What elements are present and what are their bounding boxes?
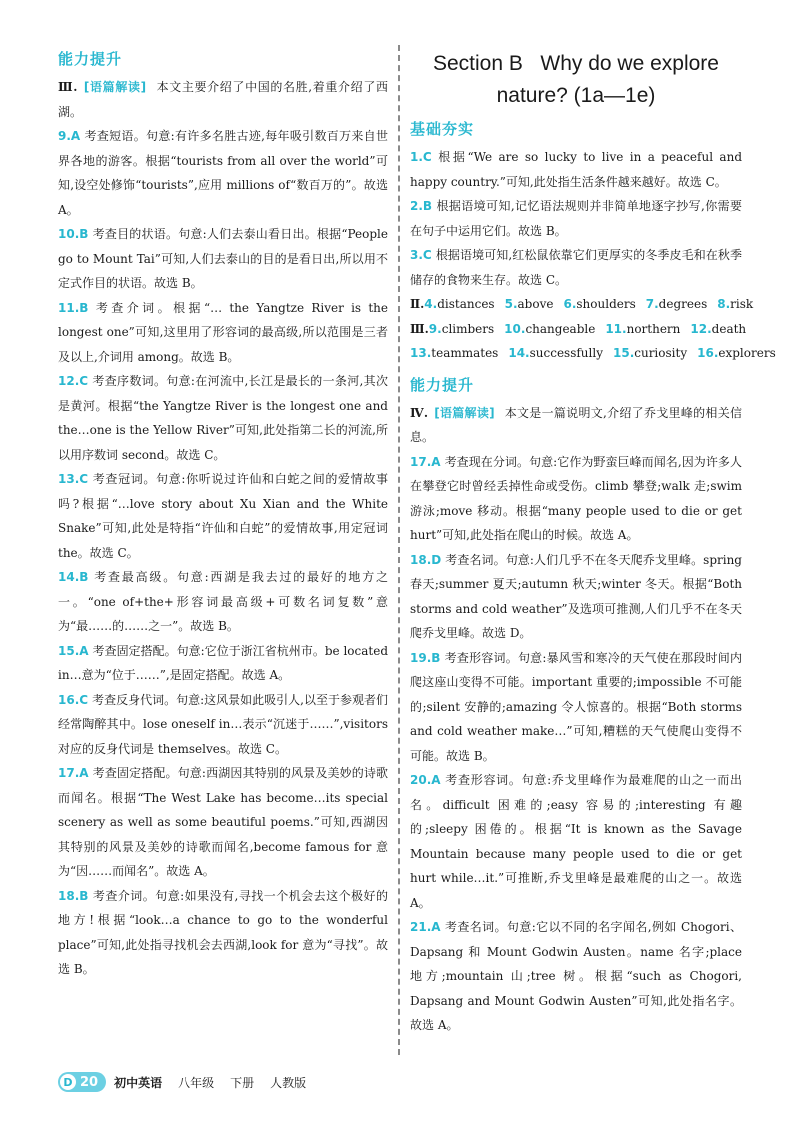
answer-explanation: 考查名词。句意:人们几乎不在冬天爬乔戈里峰。spring 春天;summer 夏天;autumn 秋天;winter 冬天。根据“Both storms and cold weather”及选项可推测,人们几乎不在冬天爬乔戈里峰。故选 D。 (410, 552, 742, 640)
answer-item (58, 222, 388, 296)
answer-explanation: 考查最高级。句意:西湖是我去过的最好的地方之一。“one of+the+形容词最高级+可数名词复数”意为“最……的……之一”。故选 B。 (58, 570, 388, 633)
answer-number: 14 (508, 346, 526, 360)
answer-word: death (711, 321, 747, 336)
answer-number: 11 (605, 321, 623, 336)
answer-number: 21.A (410, 920, 441, 934)
title-line-1: Section B Why do we explore (433, 52, 719, 75)
roman-numeral: Ⅲ. (410, 321, 429, 336)
passage-intro (58, 75, 388, 124)
answer-row-part3a: Ⅲ.9.climbers 10.changeable 11.northern 12.death (410, 321, 747, 336)
answer-item (58, 467, 388, 565)
answer-number: 12.C (58, 374, 89, 388)
answer-number: 13 (410, 346, 427, 360)
answer-explanation: 考查形容词。句意:乔戈里峰作为最难爬的山之一而出名。difficult 困难的;easy 容易的;interesting 有趣的;sleepy 困倦的。根据“It is known as the Savage Mountain because many people used to die or get hurt while…it.”可推断,乔戈里峰是最难爬的山之一。故选 A。 (410, 773, 742, 910)
answer-word: degrees (658, 297, 708, 311)
book-title: 初中英语 (114, 1075, 163, 1090)
right-column (410, 48, 776, 1038)
answer-explanation: 根据语境可知,记忆语法规则并非简单地逐字抄写,你需要在句子中运用它们。故选 B。 (410, 199, 742, 238)
answer-number: 15.A (58, 643, 89, 658)
passage-intro-right (410, 401, 742, 450)
answer-word: changeable (525, 321, 596, 336)
intro-text: 本文主要介绍了中国的名胜,着重介绍了西湖。 (58, 80, 388, 119)
answer-number: 10.B (58, 227, 89, 241)
answer-word: successfully (529, 346, 603, 360)
answer-row-part2: Ⅱ.4.distances 5.above 6.shoulders 7.degrees 8.risk (410, 297, 754, 311)
answer-item (410, 243, 742, 292)
answer-number: 14.B (58, 570, 89, 584)
answer-item (410, 145, 742, 194)
answer-word: northern (626, 321, 681, 336)
column-divider (398, 45, 400, 1055)
answer-number: 16.C (58, 692, 89, 707)
answer-item (410, 194, 742, 243)
answer-item (58, 688, 388, 762)
answer-explanation: 考查形容词。句意:暴风雪和寒冷的天气使在那段时间内爬这座山变得不可能。important 重要的;impossible 不可能的;silent 安静的;amazing 令人惊喜的。根据“Both storms and cold weather make…”可知,糟糕的天气使爬山变得不可能。故选 B。 (410, 650, 742, 763)
answer-item (410, 548, 742, 646)
answer-number: 9.A (58, 129, 81, 143)
answer-number: 2.B (410, 199, 433, 213)
answer-number: 6 (563, 297, 572, 311)
answer-number: 3.C (410, 248, 432, 262)
answer-explanation: 考查介词。句意:如果没有,寻找一个机会去这个极好的地方!根据“look…a chance to go to the wonderful place”可知,此处指寻找机会去西湖,look for 意为“寻找”。故选 B。 (58, 888, 388, 976)
volume-label: 下册 (230, 1075, 255, 1090)
answer-number: 11.B (58, 300, 89, 315)
roman-numeral: Ⅳ. (410, 405, 429, 420)
grade-label: 八年级 (178, 1075, 215, 1090)
badge-letter: D (60, 1074, 76, 1090)
roman-numeral: Ⅱ. (410, 297, 425, 311)
answer-number: 7 (645, 297, 655, 311)
answer-item (410, 768, 742, 915)
left-column (58, 48, 388, 982)
answer-item (58, 296, 388, 370)
answer-word: risk (730, 297, 754, 311)
answer-word: explorers (718, 346, 776, 360)
answer-item (58, 369, 388, 467)
answer-word: distances (437, 297, 495, 311)
answer-number: 12 (690, 321, 708, 336)
roman-numeral: Ⅲ. (58, 80, 78, 94)
page-badge (58, 1072, 106, 1092)
answer-item (58, 124, 388, 222)
answer-number: 17.A (58, 766, 89, 780)
answer-explanation: 根据语境可知,红松鼠依靠它们更厚实的冬季皮毛和在秋季储存的食物来生存。故选 C。 (410, 248, 742, 287)
answer-number: 18.D (410, 552, 442, 567)
answer-explanation: 考查介词。根据“… the Yangtze River is the longest one”可知,这里用了形容词的最高级,所以范围是三者及以上,介词用 among。故选 B。 (58, 300, 388, 364)
answer-number: 15 (612, 346, 630, 360)
answer-explanation: 考查冠词。句意:你听说过许仙和白蛇之间的爱情故事吗?根据“…love story about Xu Xian and the White Snake”可知,此处是特指“许仙和白蛇”的爱情故事,用定冠词 the。故选 C。 (58, 472, 388, 560)
answer-item (58, 639, 388, 688)
answer-number: 1.C (410, 150, 432, 164)
answer-explanation: 考查现在分词。句意:它作为野蛮巨峰而闻名,因为许多人在攀登它时曾经丢掉性命或受伤。climb 攀登;walk 走;swim 游泳;move 移动。根据“many people used to die or get hurt”可知,此处指在爬山的时候。故选 A。 (410, 454, 742, 542)
answer-word: teammates (431, 346, 499, 360)
answer-number: 8 (717, 297, 726, 311)
section-heading-basic: 基础夯实 (410, 120, 475, 138)
passage-tag: [语篇解读] (434, 405, 495, 420)
answer-number: 19.B (410, 650, 441, 665)
answer-row-part3b: 13.teammates 14.successfully 15.curiosity 16.explorers (410, 346, 776, 360)
answer-number: 5 (504, 297, 513, 311)
answer-item (58, 761, 388, 884)
answer-explanation: 考查目的状语。句意:人们去泰山看日出。根据“People go to Mount Tai”可知,人们去泰山的目的是看日出,所以用不定式作目的状语。故选 B。 (58, 227, 388, 290)
page-number: 20 (80, 1074, 99, 1090)
answer-word: curiosity (634, 346, 688, 360)
answer-number: 10 (504, 321, 521, 336)
answer-explanation: 考查固定搭配。句意:它位于浙江省杭州市。be located in…意为“位于……”,是固定搭配。故选 A。 (58, 643, 388, 682)
answer-item (410, 450, 742, 548)
answer-number: 20.A (410, 773, 441, 787)
page-footer (58, 1070, 322, 1094)
section-heading-advanced: 能力提升 (410, 375, 475, 394)
answer-explanation: 考查反身代词。句意:这风景如此吸引人,以至于参观者们经常陶醉其中。lose oneself in…表示“沉迷于……”,visitors 对应的反身代词是 themselves。故选 C。 (58, 692, 388, 756)
section-title (410, 48, 742, 112)
answer-number: 17.A (410, 454, 441, 469)
answer-item (410, 646, 742, 769)
answer-list (58, 124, 388, 982)
answer-number: 18.B (58, 888, 89, 903)
answer-item (58, 884, 388, 982)
answer-explanation: 考查名词。句意:它以不同的名字闻名,例如 Chogori、Dapsang 和 Mount Godwin Austen。name 名字;place 地方;mountain 山;tree 树。根据“such as Chogori, Dapsang and Mount Godwin Austen”可知,此处指名字。故选 A。 (410, 920, 742, 1032)
answer-number: 9 (428, 321, 438, 336)
answer-explanation: 考查固定搭配。句意:西湖因其特别的风景及美妙的诗歌而闻名。根据“The West Lake has become…its special scenery as well as some beautiful poems.”可知,西湖因其特别的风景及美妙的诗歌而闻名,become famous for 意为“因……而闻名”。故选 A。 (58, 766, 388, 878)
answer-explanation: 根据“We are so lucky to live in a peaceful and happy country.”可知,此处指生活条件越来越好。故选 C。 (410, 150, 742, 189)
answer-list-part4 (410, 450, 742, 1038)
answer-explanation: 考查短语。句意:有许多名胜古迹,每年吸引数百万来自世界各地的游客。根据“tourists from all over the world”可知,设空处修饰“tourists”,应用 millions of“数百万的”。故选 A。 (58, 129, 388, 217)
answer-item (410, 915, 742, 1038)
answer-word: shoulders (576, 297, 636, 311)
answer-word: above (517, 297, 554, 311)
answer-number: 16 (697, 346, 714, 360)
section-heading: 能力提升 (58, 50, 123, 68)
edition-label: 人教版 (270, 1075, 307, 1090)
answer-list-part1 (410, 145, 742, 292)
answer-word: climbers (441, 321, 495, 336)
title-line-2: nature? (1a—1e) (496, 84, 656, 107)
answer-explanation: 考查序数词。句意:在河流中,长江是最长的一条河,其次是黄河。根据“the Yangtze River is the longest one and the…one is the Yellow River”可知,此处指第二长的河流,所以用序数词 second。故选 C。 (58, 374, 388, 462)
passage-tag: [语篇解读] (83, 80, 147, 94)
answer-number: 13.C (58, 472, 89, 486)
answer-number: 4 (424, 297, 433, 311)
answer-item (58, 565, 388, 639)
intro-text: 本文是一篇说明文,介绍了乔戈里峰的相关信息。 (410, 405, 742, 444)
